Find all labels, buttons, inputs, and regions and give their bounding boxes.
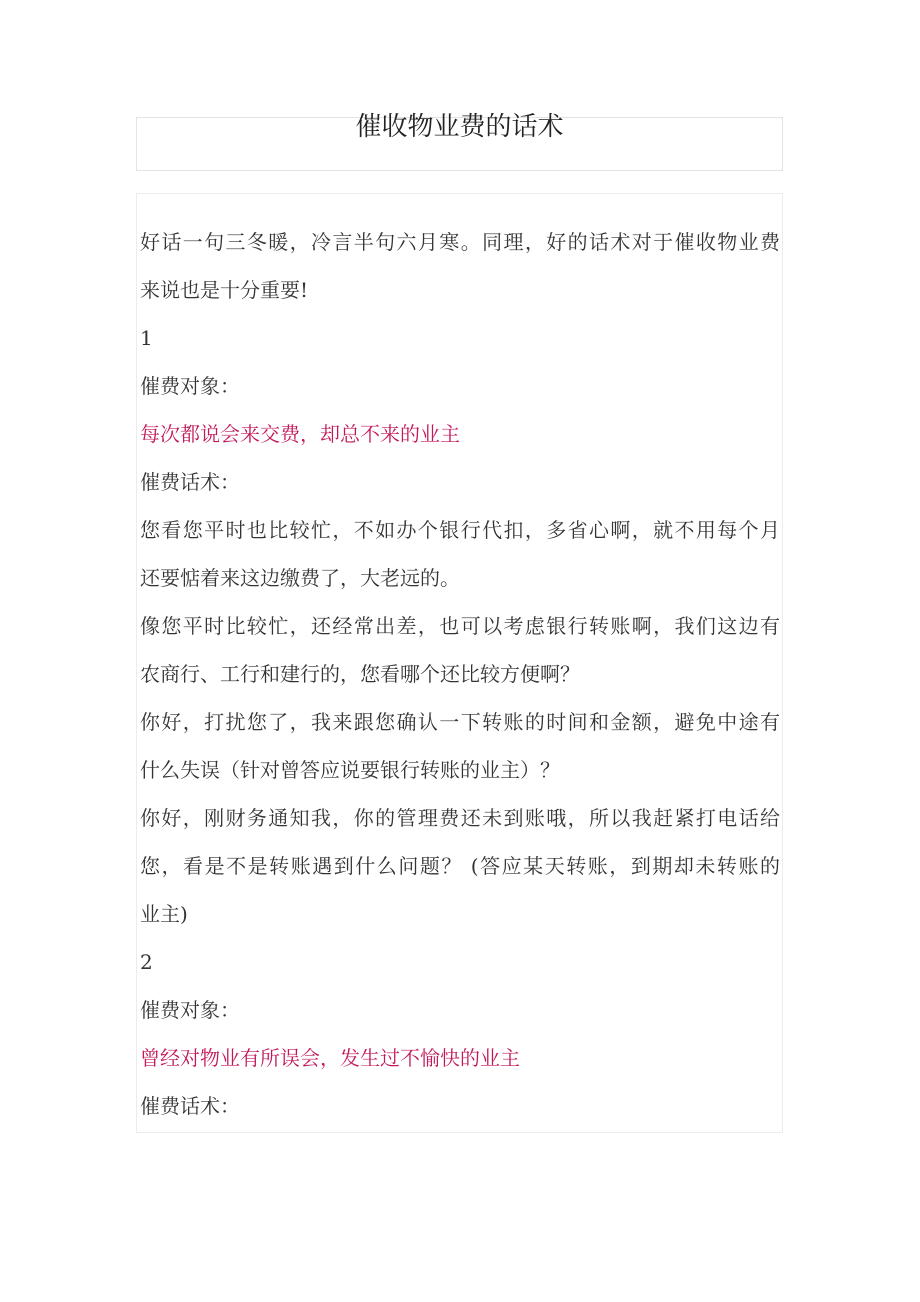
paragraph-line: 什么失误（针对曾答应说要银行转账的业主）？ [140, 758, 560, 782]
page-title: 催收物业费的话术 [355, 112, 564, 142]
content-box [136, 193, 783, 1133]
paragraph-line: 好话一句三冬暖，冷言半句六月寒。同理，好的话术对于催收物业费 [140, 230, 780, 254]
paragraph-line: 您看您平时也比较忙，不如办个银行代扣，多省心啊，就不用每个月 [140, 518, 780, 542]
section-label: 催费话术： [140, 470, 240, 494]
paragraph-line: 业主) [140, 902, 188, 926]
paragraph-line: 你好，刚财务通知我，你的管理费还未到账哦，所以我赶紧打电话给 [140, 806, 780, 830]
paragraph-line: 来说也是十分重要! [140, 278, 309, 302]
section-label: 催费对象： [140, 374, 240, 398]
paragraph-line: 农商行、工行和建行的，您看哪个还比较方便啊？ [140, 662, 580, 686]
section-label: 催费对象： [140, 998, 240, 1022]
article-body [140, 218, 780, 1130]
section-number: 1 [140, 326, 153, 350]
highlight-target: 每次都说会来交费，却总不来的业主 [140, 422, 460, 446]
paragraph-line: 您，看是不是转账遇到什么问题？ (答应某天转账，到期却未转账的 [140, 854, 780, 878]
title-box [136, 112, 783, 171]
section-label: 催费话术： [140, 1094, 240, 1118]
highlight-target: 曾经对物业有所误会，发生过不愉快的业主 [140, 1046, 520, 1070]
section-number: 2 [140, 950, 153, 974]
paragraph-line: 像您平时比较忙，还经常出差，也可以考虑银行转账啊，我们这边有 [140, 614, 780, 638]
paragraph-line: 你好，打扰您了，我来跟您确认一下转账的时间和金额，避免中途有 [140, 710, 780, 734]
paragraph-line: 还要惦着来这边缴费了，大老远的。 [140, 566, 460, 590]
